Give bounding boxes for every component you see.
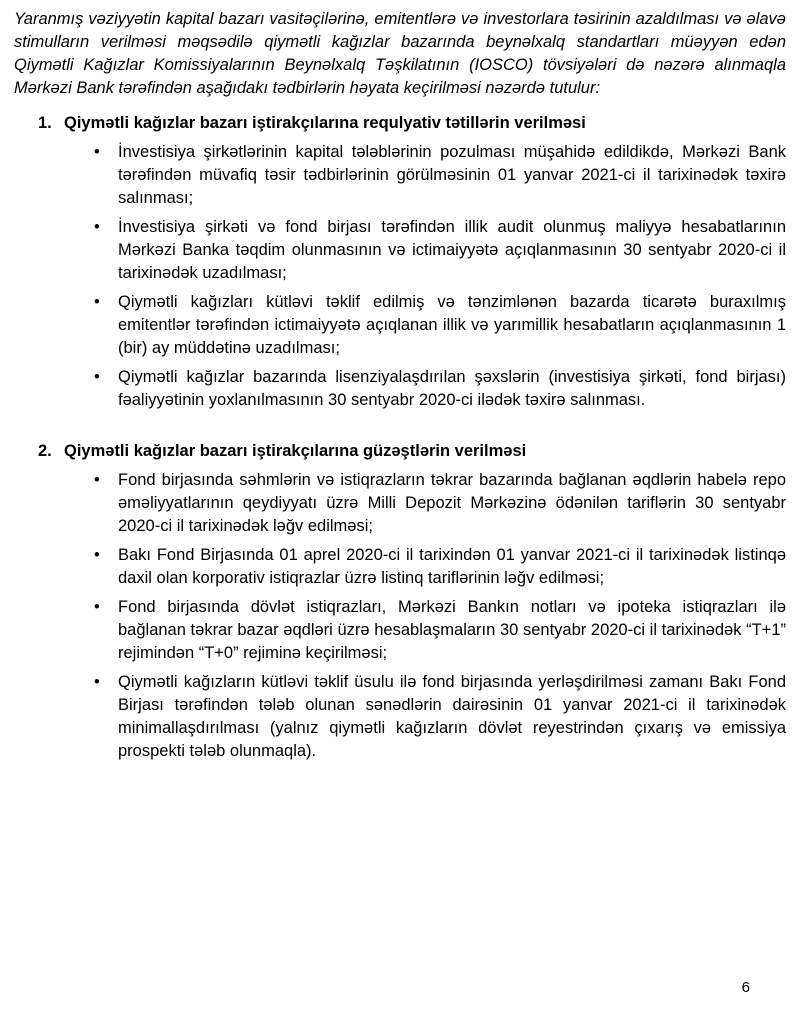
section-concessions xyxy=(14,440,786,763)
list-item xyxy=(94,291,786,360)
bullet-text: İnvestisiya şirkəti və fond birjası tərəfindən illik audit olunmuş maliyyə hesabatlarının Mərkəzi Banka təqdim olunmasının və ictimaiyyətə açıqlanmasının 30 sentyabr 2020-ci il tarixinədək uzadılması; xyxy=(118,218,786,282)
bullet-text: Qiymətli kağızların kütləvi təklif üsulu ilə fond birjasında yerləşdirilməsi zamanı Bakı Fond Birjası tərəfindən tələb olunan sənədlərin dairəsinin 01 yanvar 2021-ci il tarixinədək minimallaşdırılması (yalnız qiymətli kağızların dövlət reyestrindən çıxarış və emissiya prospekti tələb olunmaqla). xyxy=(118,673,786,760)
section-1-heading xyxy=(38,112,786,135)
section-2-bullet-list xyxy=(14,469,786,763)
section-2-number: 2. xyxy=(38,442,52,460)
section-regulatory-holidays xyxy=(14,112,786,412)
list-item xyxy=(94,469,786,538)
list-item xyxy=(94,596,786,665)
section-1-title: Qiymətli kağızlar bazarı iştirakçılarına requlyativ tətillərin verilməsi xyxy=(64,114,586,132)
bullet-text: Fond birjasında dövlət istiqrazları, Mərkəzi Bankın notları və ipoteka istiqrazları ilə bağlanan təkrar bazar əqdləri üzrə hesablaşmaların 30 sentyabr 2020-ci il tarixinədək “T+1” rejimindən “T+0” rejiminə keçirilməsi; xyxy=(118,598,786,662)
bullet-icon: • xyxy=(94,471,100,489)
list-item xyxy=(94,216,786,285)
bullet-icon: • xyxy=(94,598,100,616)
section-2-title: Qiymətli kağızlar bazarı iştirakçılarına güzəştlərin verilməsi xyxy=(64,442,527,460)
section-1-number: 1. xyxy=(38,114,52,132)
bullet-text: Qiymətli kağızları kütləvi təklif edilmiş və tənzimlənən bazarda ticarətə buraxılmış emitentlər tərəfindən ictimaiyyətə açıqlanan illik və yarımillik hesabatların açıqlanmasının 1 (bir) ay müddətinə uzadılması; xyxy=(118,293,786,357)
bullet-icon: • xyxy=(94,673,100,691)
section-1-bullet-list xyxy=(14,141,786,412)
list-item xyxy=(94,544,786,590)
bullet-text: Bakı Fond Birjasında 01 aprel 2020-ci il tarixindən 01 yanvar 2021-ci il tarixinədək listinqə daxil olan korporativ istiqrazlar üzrə listinq tariflərinin ləğv edilməsi; xyxy=(118,546,786,587)
section-2-heading xyxy=(38,440,786,463)
list-item xyxy=(94,141,786,210)
bullet-icon: • xyxy=(94,546,100,564)
bullet-text: İnvestisiya şirkətlərinin kapital tələblərinin pozulması müşahidə edildikdə, Mərkəzi Bank tərəfindən müvafiq təsir tədbirlərinin görülməsinin 01 yanvar 2021-ci il tarixinədək təxirə salınması; xyxy=(118,143,786,207)
intro-paragraph: Yaranmış vəziyyətin kapital bazarı vasitəçilərinə, emitentlərə və investorlara təsirinin azaldılması və əlavə stimulların verilməsi məqsədilə qiymətli kağızlar bazarında beynəlxalq standartları müəyyən edən Qiymətli Kağızlar Komissiyalarının Beynəlxalq Təşkilatının (IOSCO) tövsiyələri də nəzərə alınmaqla Mərkəzi Bank tərəfindən aşağıdakı tədbirlərin həyata keçirilməsi nəzərdə tutulur: xyxy=(14,10,786,97)
list-item xyxy=(94,366,786,412)
bullet-text: Qiymətli kağızlar bazarında lisenziyalaşdırılan şəxslərin (investisiya şirkəti, fond birjası) fəaliyyətinin yoxlanılmasının 30 sentyabr 2020-ci ilədək təxirə salınması. xyxy=(118,368,786,409)
page-number: 6 xyxy=(741,979,750,996)
bullet-icon: • xyxy=(94,293,100,311)
bullet-icon: • xyxy=(94,143,100,161)
bullet-text: Fond birjasında səhmlərin və istiqrazların təkrar bazarında bağlanan əqdlərin habelə repo əməliyyatlarının qeydiyyatı üzrə Milli Depozit Mərkəzinə ödənilən tariflərin 30 sentyabr 2020-ci il tarixinədək ləğv edilməsi; xyxy=(118,471,786,535)
list-item xyxy=(94,671,786,763)
bullet-icon: • xyxy=(94,368,100,386)
bullet-icon: • xyxy=(94,218,100,236)
